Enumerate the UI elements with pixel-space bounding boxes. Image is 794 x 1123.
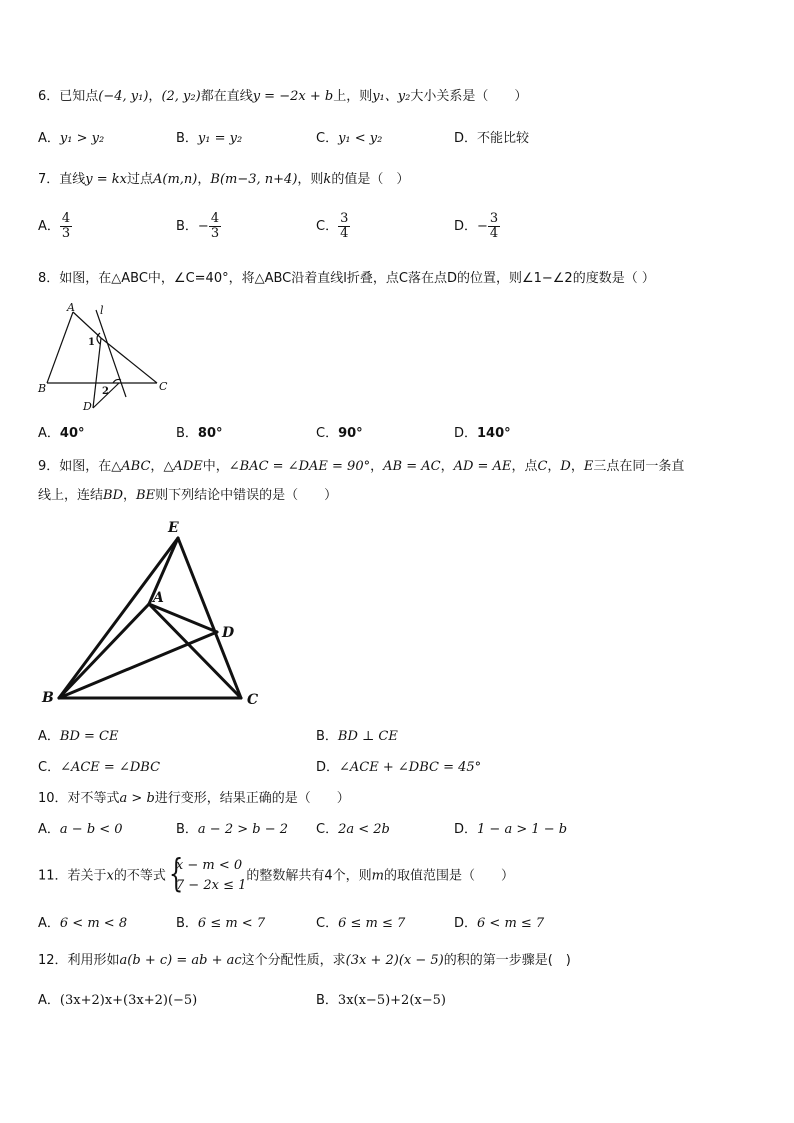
option-letter: A．	[38, 822, 60, 837]
option-text: 6 < m < 8	[59, 916, 128, 931]
q9-stem-line-1	[38, 457, 684, 477]
q9-stem-text: 则下列结论中错误的是（ ）	[155, 488, 338, 503]
q9-stem-text: 三点在同一条直	[593, 459, 685, 474]
option-letter: A．	[38, 426, 60, 441]
q10-inequality: a > b	[119, 791, 155, 806]
q10-option-b[interactable]	[176, 820, 288, 840]
q9-label-b: B	[42, 690, 54, 706]
option-letter: D．	[454, 426, 478, 441]
q9-separator: ，	[123, 488, 137, 503]
option-letter: B．	[176, 822, 198, 837]
option-letter: B．	[176, 426, 198, 441]
option-text: 140°	[477, 426, 511, 441]
q8-segment-fold-c	[101, 338, 157, 383]
q8-segment-ab	[47, 312, 73, 383]
q12-stem-text: 12．利用形如	[38, 953, 120, 968]
option-text: 不能比较	[477, 131, 530, 146]
q9-point-e: E	[583, 459, 594, 474]
option-letter: B．	[316, 729, 338, 744]
q7-stem-text: 过点	[127, 172, 154, 187]
q11-stem-text: 的不等式	[113, 868, 166, 884]
option-text: ∠ACE + ∠DBC = 45°	[339, 760, 482, 775]
q10-option-c[interactable]	[316, 820, 390, 840]
option-letter: B．	[316, 993, 338, 1008]
option-letter: C．	[38, 760, 61, 775]
q9-segment-be: BE	[136, 488, 156, 503]
option-letter: D．	[454, 131, 478, 146]
q11-option-b[interactable]	[176, 914, 265, 934]
q6-stem-text: 大小关系是（ ）	[410, 89, 528, 104]
q9-figure	[38, 518, 268, 713]
q9-segment-bd: BD	[103, 488, 123, 503]
option-text: BD = CE	[59, 729, 119, 744]
q11-inequality-2: 7 − 2x ≤ 1	[175, 878, 247, 893]
q11-option-d[interactable]	[454, 914, 544, 934]
q7-separator: ，	[197, 172, 211, 187]
q8-label-l: l	[100, 304, 104, 317]
q9-option-b[interactable]	[316, 727, 398, 747]
q8-figure	[34, 300, 174, 415]
q12-distributive-form: a(b + c) = ab + ac	[119, 953, 242, 968]
option-text: 40°	[59, 426, 85, 441]
option-fraction	[488, 212, 500, 241]
q11-inequality-1: { x − m < 0	[175, 858, 243, 873]
option-text: 6 ≤ m < 7	[197, 916, 266, 931]
q6-stem-text: 都在直线	[200, 89, 253, 104]
q12-stem-text: 的积的第一步骤是( )	[443, 953, 571, 968]
option-letter: C．	[316, 426, 339, 441]
fraction-denominator: 4	[489, 226, 499, 241]
q11-variable-x: x	[106, 868, 114, 884]
q6-variables: y₁、y₂	[372, 89, 411, 104]
q8-label-b: B	[38, 382, 47, 395]
option-letter: D．	[316, 760, 340, 775]
q9-condition-ab-ac: AB = AC	[383, 459, 441, 474]
option-sign: −	[477, 219, 488, 234]
q9-triangle-ade: △ADE	[163, 459, 203, 474]
q9-stem-text: 中，	[202, 459, 229, 474]
q9-separator: ，	[150, 459, 164, 474]
q9-separator: ，	[370, 459, 384, 474]
q12-expression: (3x + 2)(x − 5)	[345, 953, 444, 968]
q9-label-a: A	[153, 590, 164, 606]
fraction-numerator: 3	[340, 211, 349, 226]
option-sign: −	[197, 219, 209, 234]
q9-segment-ac	[149, 604, 241, 698]
fraction-denominator: 3	[61, 226, 71, 241]
q9-separator: ，	[547, 459, 561, 474]
q9-condition-ad-ae: AD = AE	[453, 459, 512, 474]
q9-label-d: D	[222, 625, 235, 641]
q9-condition-angles: ∠BAC = ∠DAE = 90°	[228, 459, 371, 474]
option-letter: B．	[176, 219, 198, 234]
option-text: ∠ACE = ∠DBC	[60, 760, 161, 775]
q9-segment-ba	[59, 604, 149, 698]
q11-stem-text: 11．若关于	[38, 868, 107, 884]
option-text: 2a < 2b	[338, 822, 390, 837]
q10-stem-text: 10．对不等式	[38, 791, 120, 806]
q9-point-c: C	[537, 459, 548, 474]
q9-option-d[interactable]	[316, 758, 481, 778]
q7-option-d[interactable]	[454, 212, 500, 241]
q9-stem-text: 线上，连结	[38, 488, 104, 503]
q9-segment-ec	[178, 538, 241, 698]
option-letter: A．	[38, 916, 60, 931]
fraction-denominator: 4	[340, 226, 349, 241]
q9-label-c: C	[247, 692, 259, 708]
q11-option-c[interactable]	[316, 914, 405, 934]
q8-option-b[interactable]	[176, 424, 223, 444]
option-text: 80°	[197, 426, 223, 441]
q9-option-a[interactable]	[38, 727, 118, 747]
option-text: a − b < 0	[59, 822, 123, 837]
q7-point-a: A(m,n)	[153, 172, 198, 187]
q7-option-b[interactable]	[176, 212, 221, 241]
option-letter: D．	[454, 219, 478, 234]
option-letter: A．	[38, 131, 60, 146]
option-fraction	[338, 212, 350, 241]
q11-inequality-system	[166, 856, 246, 896]
option-text: (3x+2)x+(3x+2)(−5)	[59, 993, 198, 1008]
q10-option-d[interactable]	[454, 820, 567, 840]
q11-stem-text: 的整数解共有4个，则	[246, 868, 372, 884]
q8-label-angle-2: 2	[102, 386, 109, 397]
q11-stem-text: 的取值范围是（ ）	[383, 868, 514, 884]
q7-variable-k: k	[323, 172, 332, 187]
q7-stem-text: 的值是（ ）	[331, 172, 410, 187]
q12-stem	[38, 951, 571, 971]
fraction-numerator: 4	[210, 211, 220, 226]
option-fraction	[209, 212, 221, 241]
q7-option-c[interactable]	[316, 212, 350, 241]
fraction-numerator: 3	[489, 211, 499, 226]
option-text: 90°	[338, 426, 363, 441]
q10-stem	[38, 789, 350, 809]
q6-stem	[38, 87, 527, 107]
option-letter: D．	[454, 916, 478, 931]
q9-separator: ，	[440, 459, 454, 474]
q12-option-a[interactable]	[38, 991, 197, 1011]
q11-stem	[38, 856, 514, 896]
option-text: a − 2 > b − 2	[197, 822, 289, 837]
q6-option-d[interactable]	[454, 129, 529, 149]
option-letter: D．	[454, 822, 478, 837]
option-letter: B．	[176, 916, 198, 931]
q6-stem-text: 6．已知点	[38, 89, 99, 104]
q8-fold-line-l	[96, 310, 126, 397]
q12-option-b[interactable]	[316, 991, 446, 1011]
q6-option-a[interactable]	[38, 129, 104, 149]
q9-separator: ，	[570, 459, 584, 474]
option-letter: A．	[38, 219, 60, 234]
q6-stem-text: 上，则	[333, 89, 373, 104]
q9-stem-text: ，点	[511, 459, 538, 474]
q7-stem	[38, 170, 409, 190]
q10-stem-text: 进行变形，结果正确的是（ ）	[154, 791, 350, 806]
q6-point-1: (−4, y₁)	[98, 89, 149, 104]
option-fraction	[60, 212, 72, 241]
q6-option-b[interactable]	[176, 129, 242, 149]
q12-stem-text: 这个分配性质，求	[241, 953, 346, 968]
q8-label-a: A	[67, 301, 75, 314]
option-text: BD ⊥ CE	[337, 729, 398, 744]
option-letter: C．	[316, 916, 339, 931]
q8-label-c: C	[159, 380, 168, 393]
option-letter: C．	[316, 822, 339, 837]
option-letter: B．	[176, 131, 198, 146]
option-text: y₁ < y₂	[338, 131, 383, 146]
q7-point-b: B(m−3, n+4)	[210, 172, 298, 187]
q9-point-d: D	[560, 459, 571, 474]
option-letter: C．	[316, 219, 339, 234]
q8-stem: 8．如图，在△ABC中，∠C=40°，将△ABC沿着直线l折叠，点C落在点D的位置，则∠1−∠2的度数是（ ）	[38, 271, 655, 286]
option-text: 6 ≤ m ≤ 7	[338, 916, 406, 931]
q11-variable-m: m	[371, 868, 384, 884]
option-letter: C．	[316, 131, 339, 146]
q9-stem-text: 9．如图，在	[38, 459, 112, 474]
q7-line-equation: y = kx	[85, 172, 127, 187]
q9-label-e: E	[168, 520, 179, 536]
q7-stem-text: 7．直线	[38, 172, 86, 187]
option-text: y₁ > y₂	[59, 131, 105, 146]
q8-option-c[interactable]	[316, 424, 363, 444]
q6-option-c[interactable]	[316, 129, 382, 149]
fraction-denominator: 3	[210, 226, 220, 241]
option-letter: A．	[38, 729, 60, 744]
q6-line-equation: y = −2x + b	[252, 89, 334, 104]
q9-option-c[interactable]	[38, 758, 160, 778]
option-text: 3x(x−5)+2(x−5)	[337, 993, 446, 1008]
q9-triangle-abc: △ABC	[111, 459, 151, 474]
q7-stem-text: ，则	[297, 172, 324, 187]
q8-label-d: D	[83, 400, 92, 413]
option-text: 6 < m ≤ 7	[477, 916, 545, 931]
q6-separator: ，	[148, 89, 162, 104]
option-letter: A．	[38, 993, 60, 1008]
option-text: 1 − a > 1 − b	[477, 822, 568, 837]
q8-option-d[interactable]	[454, 424, 511, 444]
fraction-numerator: 4	[61, 211, 71, 226]
q7-option-a[interactable]	[38, 212, 72, 241]
q9-stem-line-2	[38, 486, 337, 506]
q6-point-2: (2, y₂)	[161, 89, 201, 104]
q8-label-angle-1: 1	[88, 337, 95, 348]
q8-segment-a-fold	[73, 312, 101, 338]
q10-option-a[interactable]	[38, 820, 123, 840]
q8-segment-fold-d	[93, 338, 101, 408]
q11-option-a[interactable]	[38, 914, 127, 934]
option-text: y₁ = y₂	[197, 131, 243, 146]
q8-option-a[interactable]	[38, 424, 85, 444]
